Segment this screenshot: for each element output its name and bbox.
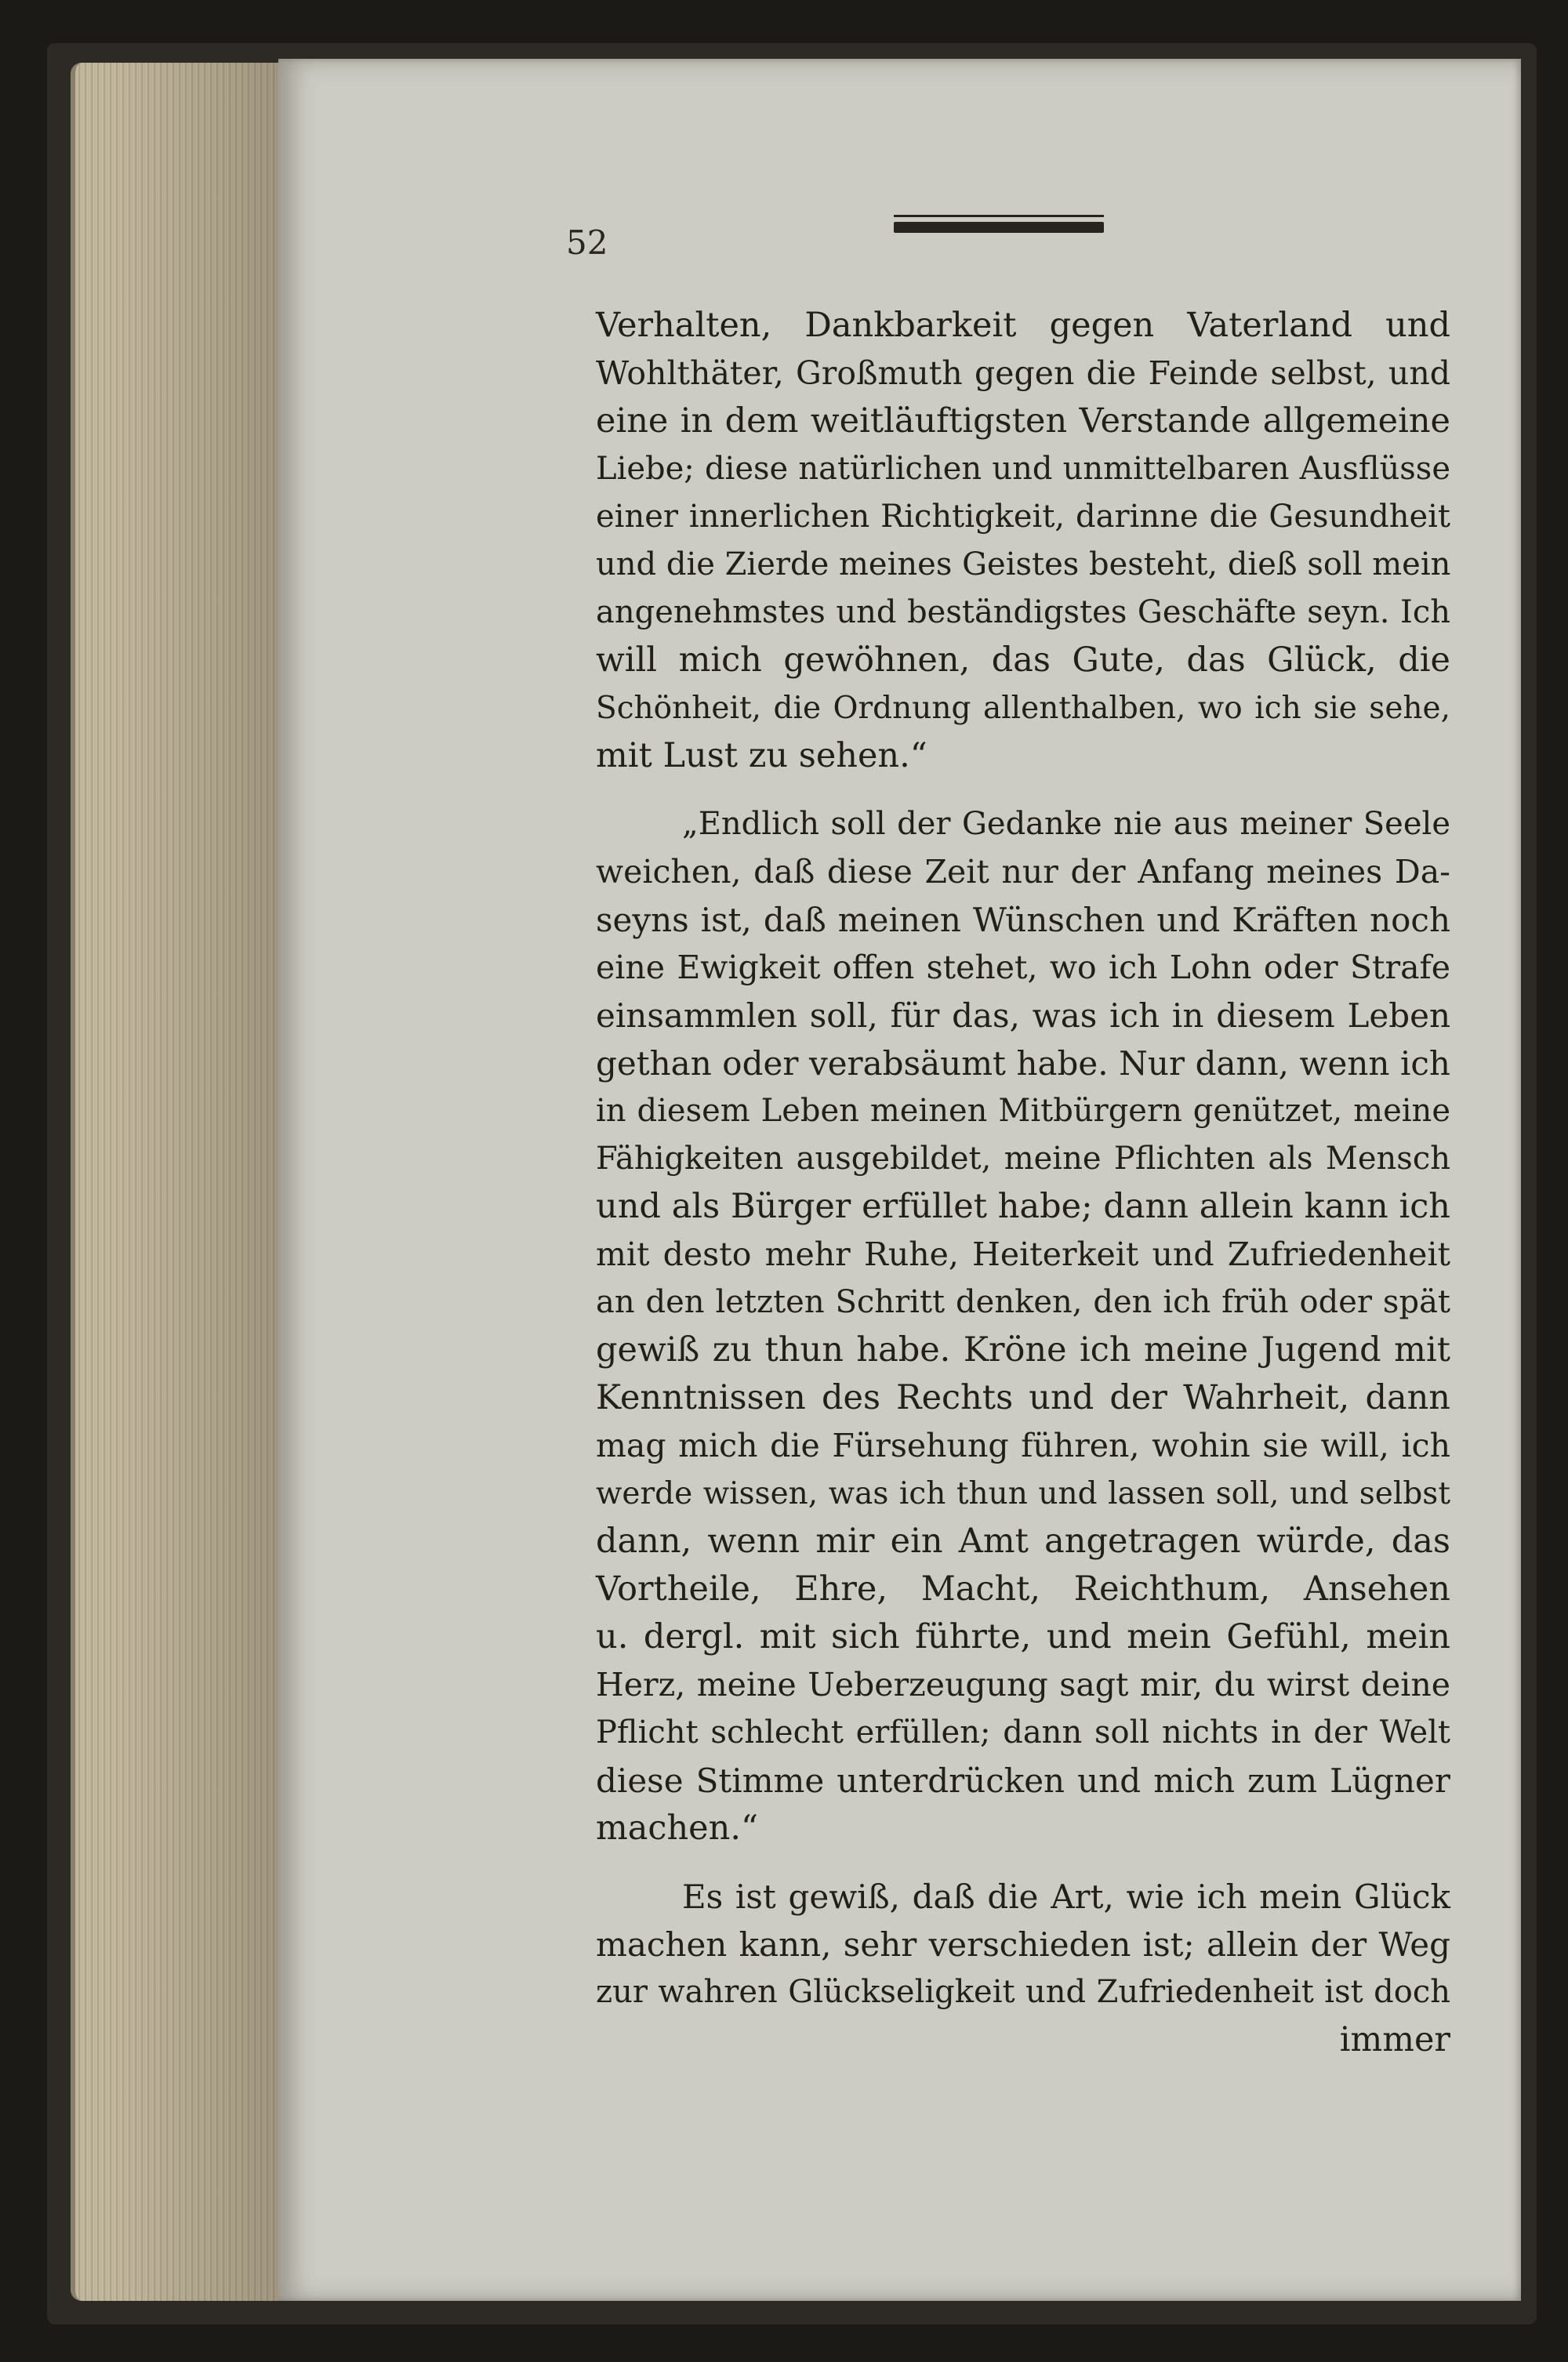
text-line: mag mich die Fürsehung führen, wohin sie will, ich bbox=[596, 1427, 1450, 1464]
text-line: Verhalten, Dankbarkeit gegen Vaterland und bbox=[596, 306, 1450, 345]
text-line: werde wissen, was ich thun und lassen soll, und selbst bbox=[596, 1476, 1450, 1511]
paragraph bbox=[596, 800, 1450, 1852]
text-line: seyns ist, daß meinen Wünschen und Kräften noch bbox=[596, 901, 1450, 939]
text-line: Kenntnissen des Rechts und der Wahrheit, dann bbox=[596, 1378, 1450, 1417]
text-line: und als Bürger erfüllet habe; dann allein kann ich bbox=[596, 1187, 1450, 1226]
text-line: an den letzten Schritt denken, den ich früh oder spät bbox=[596, 1284, 1450, 1320]
text-line: will mich gewöhnen, das Gute, das Glück, die bbox=[596, 640, 1450, 680]
text-line: mit Lust zu sehen.“ bbox=[596, 736, 927, 775]
text-line: u. dergl. mit sich führte, und mein Gefühl, mein bbox=[596, 1617, 1450, 1656]
text-line: machen kann, sehr verschieden ist; allein der Weg bbox=[596, 1925, 1450, 1964]
catchword: immer bbox=[1339, 2020, 1450, 2059]
paragraph bbox=[596, 1873, 1450, 2064]
text-line: mit desto mehr Ruhe, Heiterkeit und Zufriedenheit bbox=[596, 1235, 1450, 1273]
text-line: Es ist gewiß, daß die Art, wie ich mein Glück bbox=[682, 1878, 1450, 1916]
text-line: in diesem Leben meinen Mitbürgern genützet, meine bbox=[596, 1093, 1450, 1129]
gutter-shadow bbox=[118, 63, 282, 2301]
text-line: Herz, meine Ueberzeugung sagt mir, du wirst deine bbox=[596, 1666, 1450, 1703]
text-line: einsammlen soll, für das, was ich in diesem Leben bbox=[596, 996, 1450, 1035]
paragraph bbox=[596, 302, 1450, 780]
text-line: diese Stimme unterdrücken und mich zum Lügner bbox=[596, 1762, 1450, 1800]
text-line: Fähigkeiten ausgebildet, meine Pflichten als Mensch bbox=[596, 1141, 1450, 1177]
text-line: machen.“ bbox=[596, 1809, 758, 1848]
text-line: dann, wenn mir ein Amt angetragen würde, das bbox=[596, 1522, 1450, 1561]
text-line: Vortheile, Ehre, Macht, Reichthum, Ansehen bbox=[596, 1569, 1450, 1609]
text-line: gethan oder verabsäumt habe. Nur dann, wenn ich bbox=[596, 1044, 1450, 1083]
text-line: „Endlich soll der Gedanke nie aus meiner Seele bbox=[682, 806, 1450, 842]
text-line: Pflicht schlecht erfüllen; dann soll nichts in der Welt bbox=[596, 1714, 1450, 1751]
text-line: gewiß zu thun habe. Kröne ich meine Jugend mit bbox=[596, 1330, 1450, 1370]
text-line: weichen, daß diese Zeit nur der Anfang meines Da- bbox=[596, 853, 1450, 891]
page-body bbox=[596, 302, 1450, 2064]
text-line: Schönheit, die Ordnung allenthalben, wo ich sie sehe, bbox=[596, 691, 1450, 726]
text-line: zur wahren Glückseligkeit und Zufriedenheit ist doch bbox=[596, 1974, 1450, 2010]
text-line: angenehmstes und beständigstes Geschäfte seyn. Ich bbox=[596, 594, 1450, 630]
text-line: eine Ewigkeit offen stehet, wo ich Lohn oder Strafe bbox=[596, 949, 1450, 986]
text-line: und die Zierde meines Geistes besteht, dieß soll mein bbox=[596, 546, 1451, 582]
text-line: Liebe; diese natürlichen und unmittelbaren Ausflüsse bbox=[596, 451, 1450, 487]
text-line: einer innerlichen Richtigkeit, darinne die Gesundheit bbox=[596, 499, 1450, 535]
text-line: eine in dem weitläuftigsten Verstande allgemeine bbox=[596, 401, 1450, 441]
page-number: 52 bbox=[566, 223, 608, 262]
header-rule bbox=[894, 222, 1104, 233]
text-line: Wohlthäter, Großmuth gegen die Feinde selbst, und bbox=[596, 354, 1450, 392]
